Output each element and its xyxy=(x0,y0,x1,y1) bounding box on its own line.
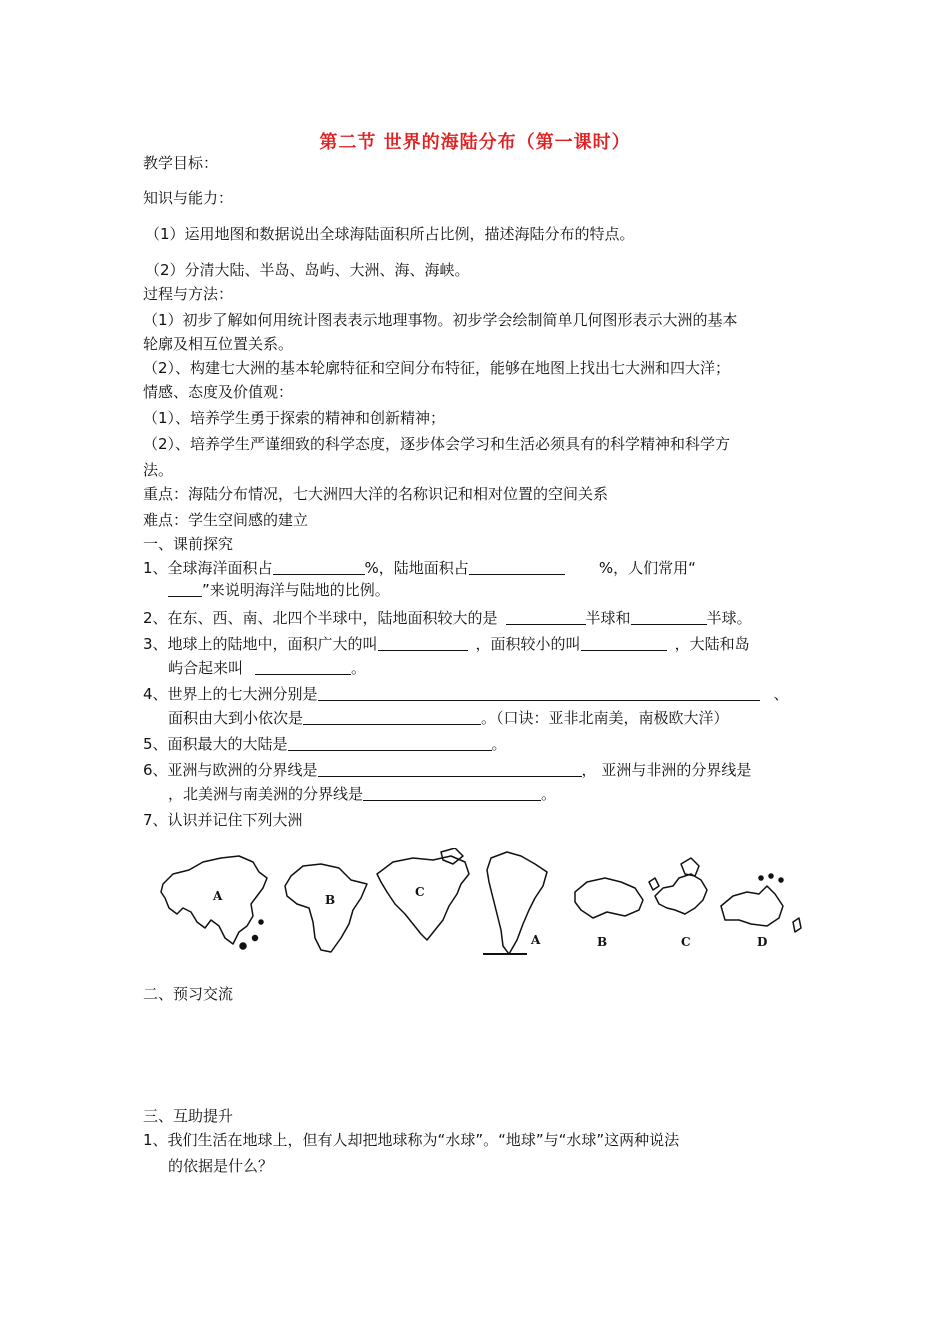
q4-text-a: 4、世界上的七大洲分别是 xyxy=(143,685,318,703)
new-zealand-outline xyxy=(793,918,801,932)
section3-question-1-line-1: 1、我们生活在地球上，但有人却把地球称为“水球”。“地球”与“水球”这两种说法 xyxy=(143,1131,680,1149)
question-6-cont xyxy=(168,784,556,804)
hemisphere-blank-2[interactable] xyxy=(631,609,707,625)
hemisphere-blank-1[interactable] xyxy=(506,609,586,625)
continent-term-blank[interactable] xyxy=(378,635,468,651)
page-title: 第二节 世界的海陆分布（第一课时） xyxy=(319,132,631,153)
question-4-cont xyxy=(168,708,729,728)
question-6 xyxy=(143,760,751,780)
question-1-cont xyxy=(168,580,390,600)
british-isles-outline xyxy=(649,878,659,890)
antarctica-outline xyxy=(575,878,643,918)
q2-text-b: 半球和 xyxy=(585,609,631,627)
question-7: 7、认识并记住下列大洲 xyxy=(143,811,303,829)
europe-outline xyxy=(655,874,707,914)
q6-text-b: ， 亚洲与非洲的分界线是 xyxy=(581,761,752,779)
section2-heading: 二、预习交流 xyxy=(143,985,234,1003)
q3-text-e: 。 xyxy=(351,659,367,677)
map-label-europe: C xyxy=(681,935,691,949)
knowledge-item-2: （2）分清大陆、半岛、岛屿、大洲、海、海峡。 xyxy=(145,261,470,279)
knowledge-item-1: （1）运用地图和数据说出全球海陆面积所占比例，描述海陆分布的特点。 xyxy=(145,225,635,243)
map-label-oceania: D xyxy=(757,935,768,949)
map-label-south-america: A xyxy=(531,933,541,947)
q4-text-d: 。（口诀：亚非北南美，南极欧大洋） xyxy=(481,709,729,727)
landmass-term-blank[interactable] xyxy=(255,659,351,675)
attitude-heading: 情感、态度及价值观： xyxy=(143,383,294,401)
attitude-item-2-line-2: 法。 xyxy=(143,461,174,479)
americas-boundary-blank[interactable] xyxy=(363,785,541,801)
map-label-antarctica: B xyxy=(597,935,608,949)
q1-text-b: %，陆地面积占 xyxy=(364,559,469,577)
scandinavia-outline xyxy=(681,858,699,876)
q1-text-c: %，人们常用“ xyxy=(598,559,696,577)
africa-outline xyxy=(285,864,367,952)
land-percent-blank[interactable] xyxy=(469,559,565,575)
question-2 xyxy=(143,608,752,628)
q2-text-c: 半球。 xyxy=(706,609,752,627)
process-item-1-line-2: 轮廓及相互位置关系。 xyxy=(143,335,294,353)
ratio-phrase-blank[interactable] xyxy=(168,581,202,597)
question-4 xyxy=(143,684,789,704)
section3-question-1-line-2: 的依据是什么？ xyxy=(168,1157,274,1175)
objectives-heading: 教学目标： xyxy=(143,154,219,172)
map-label-asia: A xyxy=(213,889,223,903)
key-point: 重点：海陆分布情况，七大洲四大洋的名称识记和相对位置的空间关系 xyxy=(143,485,609,503)
q3-text-b: ，面积较小的叫 xyxy=(475,635,581,653)
q1-text-d: ”来说明海洋与陆地的比例。 xyxy=(202,581,390,599)
knowledge-heading: 知识与能力： xyxy=(143,189,234,207)
q6-text-d: 。 xyxy=(541,785,557,803)
attitude-item-2-line-1: （2）、培养学生严谨细致的科学态度，逐步体会学习和生活必须具有的科学精神和科学方 xyxy=(143,435,731,453)
question-3-cont xyxy=(168,658,366,678)
question-1 xyxy=(143,558,696,578)
q1-text-a: 1、全球海洋面积占 xyxy=(143,559,273,577)
process-heading: 过程与方法： xyxy=(143,285,234,303)
continent-maps xyxy=(155,848,815,960)
q5-text-b: 。 xyxy=(491,735,507,753)
q6-text-a: 6、亚洲与欧洲的分界线是 xyxy=(143,761,318,779)
q4-text-b: 、 xyxy=(773,685,789,703)
question-5 xyxy=(143,734,507,754)
continent-order-blank[interactable] xyxy=(303,709,481,725)
map-label-africa: B xyxy=(325,893,336,907)
asia-europe-boundary-blank[interactable] xyxy=(318,761,582,777)
seven-continents-blank[interactable] xyxy=(318,685,760,701)
process-item-2: （2）、构建七大洲的基本轮廓特征和空间分布特征，能够在地图上找出七大洲和四大洋； xyxy=(143,359,731,377)
q6-text-c: ，北美洲与南美洲的分界线是 xyxy=(168,785,364,803)
q5-text-a: 5、面积最大的大陆是 xyxy=(143,735,288,753)
section3-heading: 三、互助提升 xyxy=(143,1107,234,1125)
ocean-percent-blank[interactable] xyxy=(273,559,365,575)
map-label-north-america: C xyxy=(415,885,425,899)
q3-text-c: ，大陆和岛 xyxy=(674,635,750,653)
question-3 xyxy=(143,634,750,654)
oceania-outline xyxy=(721,886,783,926)
section1-heading: 一、课前探究 xyxy=(143,535,234,553)
q3-text-a: 3、地球上的陆地中，面积广大的叫 xyxy=(143,635,378,653)
q3-text-d: 屿合起来叫 xyxy=(168,659,244,677)
process-item-1-line-1: （1）初步了解如何用统计图表表示地理事物。初步学会绘制简单几何图形表示大洲的基本 xyxy=(143,311,738,329)
q4-text-c: 面积由大到小依次是 xyxy=(168,709,304,727)
q2-text-a: 2、在东、西、南、北四个半球中，陆地面积较大的是 xyxy=(143,609,498,627)
largest-continent-blank[interactable] xyxy=(288,735,492,751)
difficulty: 难点：学生空间感的建立 xyxy=(143,511,309,529)
island-term-blank[interactable] xyxy=(581,635,667,651)
attitude-item-1: （1）、培养学生勇于探索的精神和创新精神； xyxy=(143,409,446,427)
